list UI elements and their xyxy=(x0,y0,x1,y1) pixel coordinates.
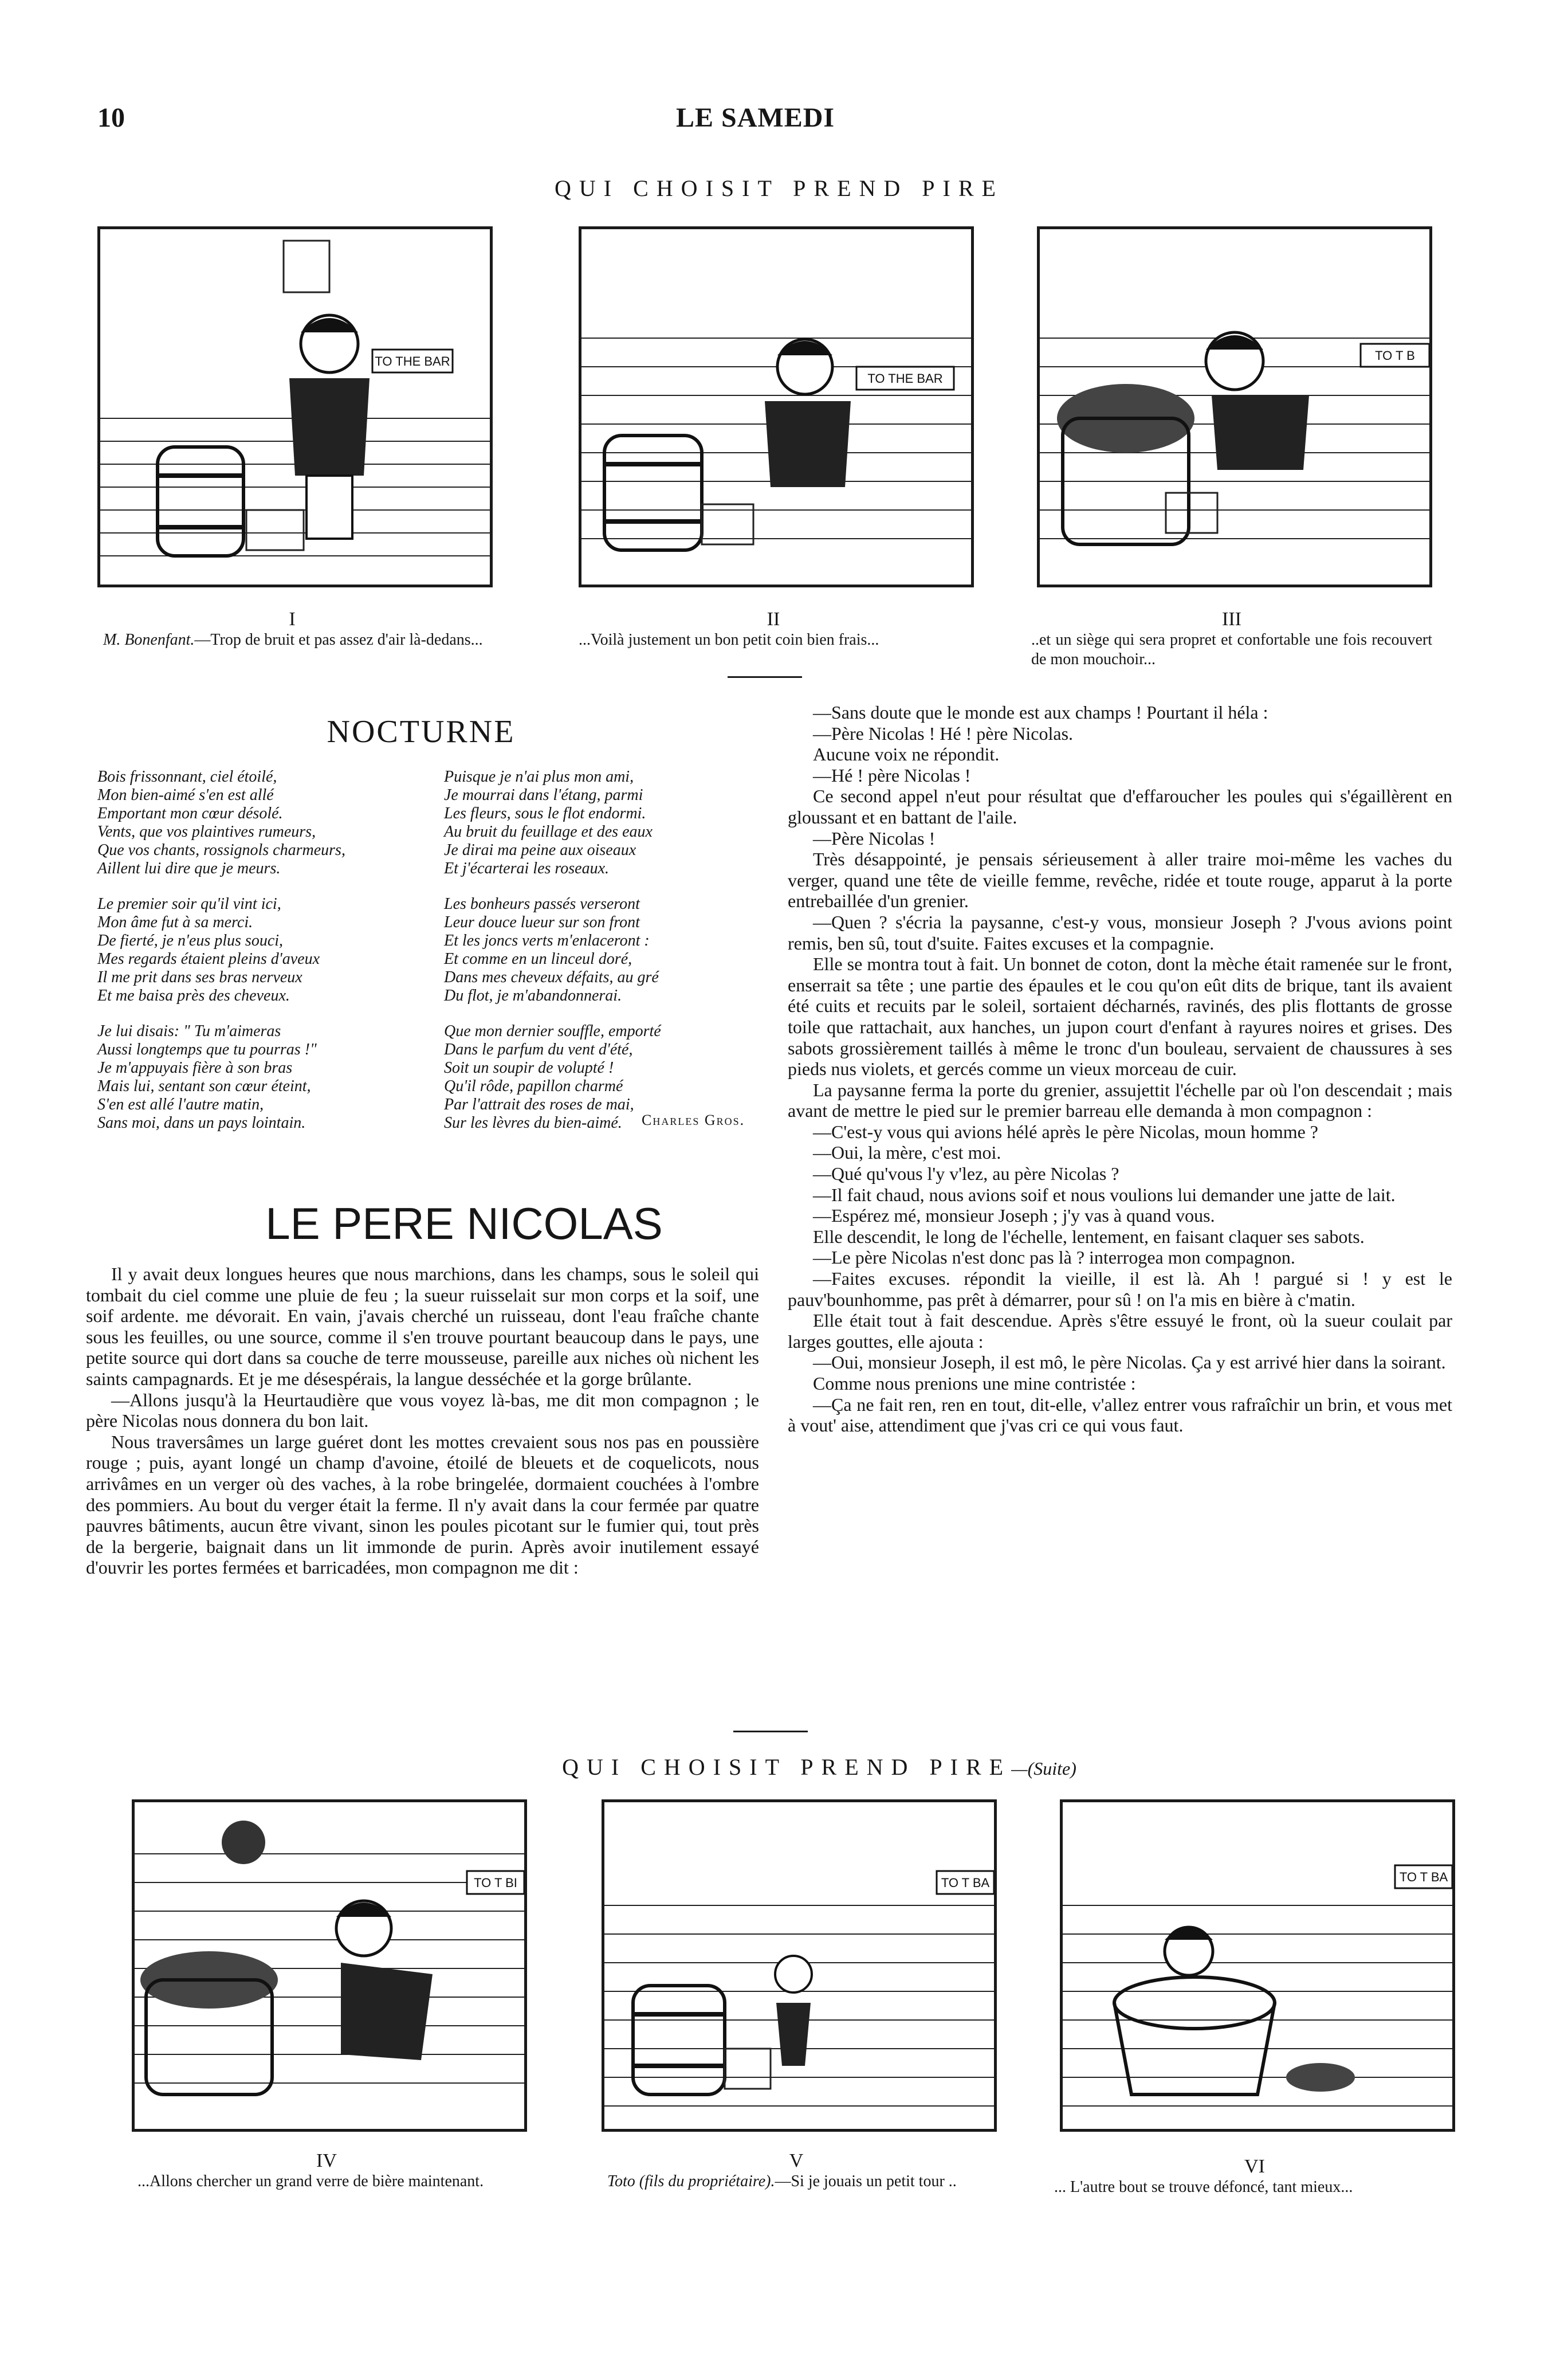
panel-1-caption-speaker: M. Bonenfant. xyxy=(103,631,195,649)
comic-panel-4 xyxy=(132,1799,527,2132)
story-paragraph: —Oui, monsieur Joseph, il est mô, le père Nicolas. Ça y est arrivé hier dans la soirant. xyxy=(813,1352,1446,1373)
bottom-strip-title-line xyxy=(447,1754,1192,1780)
comic-panel-6 xyxy=(1060,1799,1455,2132)
comic-illustration xyxy=(581,229,971,585)
panel-5-caption-speaker: Toto (fils du propriétaire). xyxy=(607,2172,775,2190)
panel-1-caption-text: —Trop de bruit et pas assez d'air là-dedans... xyxy=(194,631,483,649)
story-paragraph: Il y avait deux longues heures que nous marchions, dans les champs, sous le soleil qui tombait du ciel comme une pluie de feu ; la sueur ruisselait sur mon corps et la soif, une soif ardente. me dévorait. En vain, j'avais cherché un ruisseau, dont l'eau fraîche chante sous les feuilles, ou une source, comme il s'en trouve pourtant beaucoup dans le pays, une petite source qui dort dans sa couche de terre mousseuse, pareille aux niches où nichent les saints campagnards. Et je me désespérais, la langue desséchée et la gorge brûlante. xyxy=(86,1264,759,1389)
divider xyxy=(728,676,802,678)
poem-line: Soit un soupir de volupté ! xyxy=(444,1059,614,1077)
poem-line: Qu'il rôde, papillon charmé xyxy=(444,1077,623,1095)
bottom-strip-title-suffix: —(Suite) xyxy=(1011,1758,1076,1779)
poem-line: Les fleurs, sous le flot endormi. xyxy=(444,805,646,822)
story-paragraph: Très désappointé, je pensais sérieusement à aller traire moi-même les vaches du verger, quand une tête de vieille femme, revêche, ridée et toute rouge, apparut à la porte entrebaillée d'un grenier. xyxy=(788,849,1452,912)
story-paragraph: —Allons jusqu'à la Heurtaudière que vous voyez là-bas, me dit mon compagnon ; le père Nicolas nous donnera du bon lait. xyxy=(86,1389,759,1431)
poem-line: Bois frissonnant, ciel étoilé, xyxy=(97,768,277,786)
poem-line: Et les joncs verts m'enlaceront : xyxy=(444,932,650,950)
poem-line: Que vos chants, rossignols charmeurs, xyxy=(97,841,345,859)
poem-line: Emportant mon cœur désolé. xyxy=(97,805,283,822)
comic-panel-2 xyxy=(579,226,974,587)
story-paragraph: —Espérez mé, monsieur Joseph ; j'y vas à quand vous. xyxy=(813,1205,1215,1226)
poem-stanza xyxy=(97,895,418,1005)
poem-line: Dans le parfum du vent d'été, xyxy=(444,1041,633,1058)
story-paragraph: Comme nous prenions une mine contristée : xyxy=(813,1373,1136,1394)
story-paragraph: —C'est-y vous qui avions hélé après le père Nicolas, moun homme ? xyxy=(813,1121,1318,1142)
poem-line: Aussi longtemps que tu pourras !" xyxy=(97,1041,317,1058)
story-paragraph: Elle se montra tout à fait. Un bonnet de coton, dont la mèche était ramenée sur le front, enserrait sa tête ; une partie des épaules et le cou qu'on eût dits de brique, tant ils avaient été cuits et recuits par le soleil, sortaient décharnés, ravinés, des plis flottants de grosse toile que rattachait, aux hanches, un jupon court d'enfant à rayures noires et grises. Des sabots grossièrement taillés à même le tronc d'un bouleau, servaient de chaussures à ses pieds nus violets, et gercés comme un vieux morceau de cuir. xyxy=(788,954,1452,1080)
story-paragraph: Ce second appel n'eut pour résultat que d'effaroucher les poules qui s'égaillèrent en gloussant et en battant de l'aile. xyxy=(788,786,1452,827)
poem-line: Mes regards étaient pleins d'aveux xyxy=(97,950,320,968)
poem-line: Dans mes cheveux défaits, au gré xyxy=(444,968,659,986)
poem-line: Mais lui, sentant son cœur éteint, xyxy=(97,1077,311,1095)
panel-5-caption xyxy=(607,2172,1003,2191)
bottom-strip-title: QUI CHOISIT PREND PIRE xyxy=(562,1754,1012,1780)
panel-6-sign: TO T BA xyxy=(1399,1870,1448,1884)
panel-2-sign: TO THE BAR xyxy=(867,371,943,386)
poem-line: Les bonheurs passés verseront xyxy=(444,895,640,913)
poem-line: Et me baisa près des cheveux. xyxy=(97,987,290,1005)
poem-line: Le premier soir qu'il vint ici, xyxy=(97,895,281,913)
panel-2-caption: ...Voilà justement un bon petit coin bien frais... xyxy=(579,631,879,649)
panel-5-sign: TO T BA xyxy=(941,1876,990,1890)
top-strip-title: QUI CHOISIT PREND PIRE xyxy=(555,175,1004,201)
poem-line: Je mourrai dans l'étang, parmi xyxy=(444,786,643,804)
poem-left-column xyxy=(97,768,418,1150)
panel-3-sign: TO T B xyxy=(1375,348,1415,363)
journal-title: LE SAMEDI xyxy=(676,103,835,133)
comic-panel-1 xyxy=(97,226,493,587)
story-paragraph: —Faites excuses. répondit la vieille, il est là. Ah ! pargué si ! y est le pauv'bounhomme, pas prêt à démarrer, pour sû ! on l'a mis en bière à c'matin. xyxy=(788,1268,1452,1310)
story-paragraph: —Quen ? s'écria la paysanne, c'est-y vous, monsieur Joseph ? J'vous avions point remis, ben sû, tout d'suite. Faites excuses et la compagnie. xyxy=(788,911,1452,954)
panel-6-caption: ... L'autre bout se trouve défoncé, tant mieux... xyxy=(1054,2178,1353,2196)
panel-4-caption: ...Allons chercher un grand verre de bière maintenant. xyxy=(137,2172,484,2190)
story-paragraph: —Oui, la mère, c'est moi. xyxy=(813,1142,1001,1163)
comic-panel-5 xyxy=(602,1799,997,2132)
story-paragraph: —Sans doute que le monde est aux champs ! Pourtant il héla : xyxy=(813,702,1268,723)
comic-illustration xyxy=(1063,1802,1452,2129)
poem-stanza xyxy=(444,768,753,878)
panel-5-caption-text: —Si je jouais un petit tour .. xyxy=(775,2172,957,2190)
poem-line: Mon bien-aimé s'en est allé xyxy=(97,786,274,804)
panel-5-numeral: V xyxy=(789,2150,804,2171)
comic-panel-3 xyxy=(1037,226,1432,587)
page-number: 10 xyxy=(97,103,125,133)
poem-line: Et comme en un linceul doré, xyxy=(444,950,632,968)
panel-1-numeral: I xyxy=(289,609,296,630)
poem-line: Puisque je n'ai plus mon ami, xyxy=(444,768,634,786)
story-paragraph: —Père Nicolas ! xyxy=(813,827,936,849)
poem-line: Mon âme fut à sa merci. xyxy=(97,913,253,931)
story-paragraph: Aucune voix ne répondit. xyxy=(813,744,1000,765)
divider xyxy=(733,1731,808,1732)
story-paragraph: Elle descendit, le long de l'échelle, lentement, en faisant claquer ses sabots. xyxy=(813,1226,1365,1247)
poem-line: Je lui disais: " Tu m'aimeras xyxy=(97,1022,281,1040)
panel-2-numeral: II xyxy=(767,609,780,630)
poem-line: Au bruit du feuillage et des eaux xyxy=(444,823,653,841)
poem-stanza xyxy=(97,768,418,878)
panel-3-caption: ..et un siège qui sera propret et confortable une fois recouvert de mon mouchoir... xyxy=(1031,631,1432,668)
poem-line: Et j'écarterai les roseaux. xyxy=(444,860,609,877)
story-paragraph: —Qué qu'vous l'y v'lez, au père Nicolas ? xyxy=(813,1163,1119,1184)
poem-line: Sur les lèvres du bien-aimé. xyxy=(444,1114,622,1132)
poem-line: Par l'attrait des roses de mai, xyxy=(444,1096,634,1113)
story-right-column xyxy=(788,702,1452,1436)
poem-stanza xyxy=(97,1022,418,1132)
poem-line: Je m'appuyais fière à son bras xyxy=(97,1059,293,1077)
poem-author: Charles Gros. xyxy=(642,1112,745,1128)
poem-line: Du flot, je m'abandonnerai. xyxy=(444,987,622,1005)
story-paragraph: Elle était tout à fait descendue. Après s'être essuyé le front, où la sueur coulait par larges gouttes, elle ajouta : xyxy=(788,1310,1452,1352)
poem-title: NOCTURNE xyxy=(327,714,516,750)
comic-illustration xyxy=(100,229,490,585)
story-paragraph: —Père Nicolas ! Hé ! père Nicolas. xyxy=(813,723,1074,744)
story-title: LE PERE NICOLAS xyxy=(265,1198,663,1249)
poem-line: S'en est allé l'autre matin, xyxy=(97,1096,264,1113)
poem-line: Je dirai ma peine aux oiseaux xyxy=(444,841,636,859)
poem-line: Leur douce lueur sur son front xyxy=(444,913,640,931)
poem-stanza xyxy=(444,895,753,1005)
story-paragraph: —Il fait chaud, nous avions soif et nous voulions lui demander une jatte de lait. xyxy=(813,1184,1396,1205)
poem-right-column xyxy=(444,768,753,1150)
panel-4-numeral: IV xyxy=(316,2150,337,2171)
comic-illustration xyxy=(604,1802,994,2129)
panel-4-sign: TO T BI xyxy=(474,1876,517,1890)
panel-6-numeral: VI xyxy=(1244,2156,1265,2177)
story-paragraph: —Hé ! père Nicolas ! xyxy=(813,764,971,786)
comic-illustration xyxy=(1040,229,1429,585)
story-left-column xyxy=(86,1264,759,1578)
poem-line: Il me prit dans ses bras nerveux xyxy=(97,968,302,986)
poem-line: Que mon dernier souffle, emporté xyxy=(444,1022,661,1040)
story-paragraph: —Le père Nicolas n'est donc pas là ? interrogea mon compagnon. xyxy=(813,1247,1295,1268)
panel-1-caption xyxy=(103,630,498,650)
poem-line: Aillent lui dire que je meurs. xyxy=(97,860,281,877)
story-paragraph: Nous traversâmes un large guéret dont les mottes crevaient sous nos pas en poussière rouge ; puis, ayant longé un champ d'avoine, étoilé de bleuets et de coquelicots, nous arrivâmes en un verger où des vaches, à la robe bringelée, dormaient couchées à l'ombre des pommiers. Au bout du verger était la ferme. Il n'y avait dans la cour fermée par quatre pauvres bâtiments, aucun être vivant, sinon les poules picotant sur le fumier qui, tout près de la bergerie, baignait dans un lit immonde de purin. Après avoir inutilement essayé d'ouvrir les portes fermées et barricadées, mon compagnon me dit : xyxy=(86,1431,759,1578)
poem-line: Sans moi, dans un pays lointain. xyxy=(97,1114,306,1132)
story-paragraph: —Ça ne fait ren, ren en tout, dit-elle, v'allez entrer vous rafraîchir un brin, et vous met à vout' aise, attendiment que j'vas cri ce qui vous faut. xyxy=(788,1394,1452,1436)
story-paragraph: La paysanne ferma la porte du grenier, assujettit l'échelle par où l'on descendait ; mais avant de mettre le pied sur le premier barreau elle demanda à mon compagnon : xyxy=(788,1079,1452,1121)
poem-line: De fierté, je n'eus plus souci, xyxy=(97,932,284,950)
panel-3-numeral: III xyxy=(1222,609,1241,630)
panel-1-sign: TO THE BAR xyxy=(375,354,450,368)
poem-line: Vents, que vos plaintives rumeurs, xyxy=(97,823,316,841)
comic-illustration xyxy=(135,1802,524,2129)
